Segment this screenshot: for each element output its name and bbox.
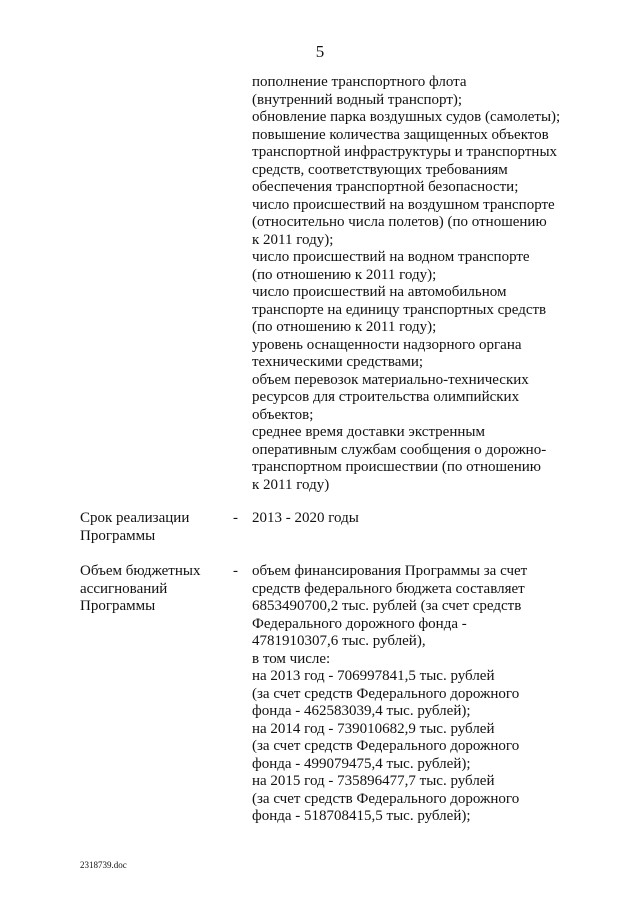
text-line: фонда - 518708415,5 тыс. рублей); (252, 808, 471, 824)
period-dash: - (233, 510, 238, 526)
text-line: ресурсов для строительства олимпийских (252, 389, 520, 405)
text-line: уровень оснащенности надзорного органа (252, 336, 522, 353)
text-line: объем финансирования Программы за счет (252, 563, 528, 579)
text-line: 4781910307,6 тыс. рублей), (252, 633, 426, 649)
text-line: средств, соответствующих требованиям (252, 161, 508, 178)
text-line: в том числе: (252, 650, 331, 667)
period-value-block (252, 510, 632, 528)
text-line: обновление парка воздушных судов (самолеты); (252, 109, 561, 125)
text-line: объем перевозок материально-технических (252, 371, 529, 388)
text-line: на 2013 год - 706997841,5 тыс. рублей (252, 668, 495, 684)
label-line: Программы (80, 598, 156, 614)
indicators-list (252, 74, 632, 494)
text-line: транспортной инфраструктуры и транспортных (252, 144, 558, 160)
text-line: обеспечения транспортной безопасности; (252, 179, 519, 195)
text-line: фонда - 462583039,4 тыс. рублей); (252, 703, 471, 719)
text-line: число происшествий на водном транспорте (252, 249, 530, 265)
file-footer: 2318739.doc (80, 860, 127, 870)
text-line: Федерального дорожного фонда - (252, 615, 467, 632)
text-line: к 2011 году) (252, 476, 330, 493)
text-line: объектов; (252, 406, 314, 423)
text-line: оперативным службам сообщения о дорожно- (252, 441, 547, 458)
period-label (80, 510, 230, 545)
text-line: пополнение транспортного флота (252, 74, 467, 90)
label-line: ассигнований (80, 580, 168, 597)
text-line: транспортном происшествии (по отношению (252, 459, 541, 475)
budget-dash: - (233, 563, 238, 579)
text-line: среднее время доставки экстренным (252, 424, 485, 440)
text-line: к 2011 году); (252, 231, 334, 248)
text-line: на 2015 год - 735896477,7 тыс. рублей (252, 773, 495, 789)
label-line: Срок реализации (80, 510, 190, 526)
page-number: 5 (315, 42, 325, 61)
text-line: (за счет средств Федерального дорожного (252, 790, 520, 807)
label-line: Объем бюджетных (80, 563, 201, 579)
text-line: (по отношению к 2011 году); (252, 266, 437, 283)
text-line: (по отношению к 2011 году); (252, 319, 437, 335)
text-line: средств федерального бюджета составляет (252, 580, 525, 597)
text-line: фонда - 499079475,4 тыс. рублей); (252, 755, 471, 772)
period-value: 2013 - 2020 годы (252, 510, 359, 526)
budget-label (80, 563, 230, 616)
text-line: число происшествий на автомобильном (252, 284, 507, 300)
text-line: (внутренний водный транспорт); (252, 91, 463, 108)
text-line: на 2014 год - 739010682,9 тыс. рублей (252, 720, 495, 737)
budget-text-block (252, 563, 632, 826)
text-line: повышение количества защищенных объектов (252, 126, 549, 143)
text-line: транспорте на единицу транспортных средств (252, 301, 547, 318)
text-line: (за счет средств Федерального дорожного (252, 738, 520, 754)
text-line: (за счет средств Федерального дорожного (252, 685, 520, 702)
label-line: Программы (80, 527, 156, 544)
text-line: число происшествий на воздушном транспорте (252, 196, 555, 213)
text-line: (относительно числа полетов) (по отношению (252, 214, 547, 230)
text-line: техническими средствами; (252, 354, 424, 370)
text-line: 6853490700,2 тыс. рублей (за счет средств (252, 598, 522, 614)
